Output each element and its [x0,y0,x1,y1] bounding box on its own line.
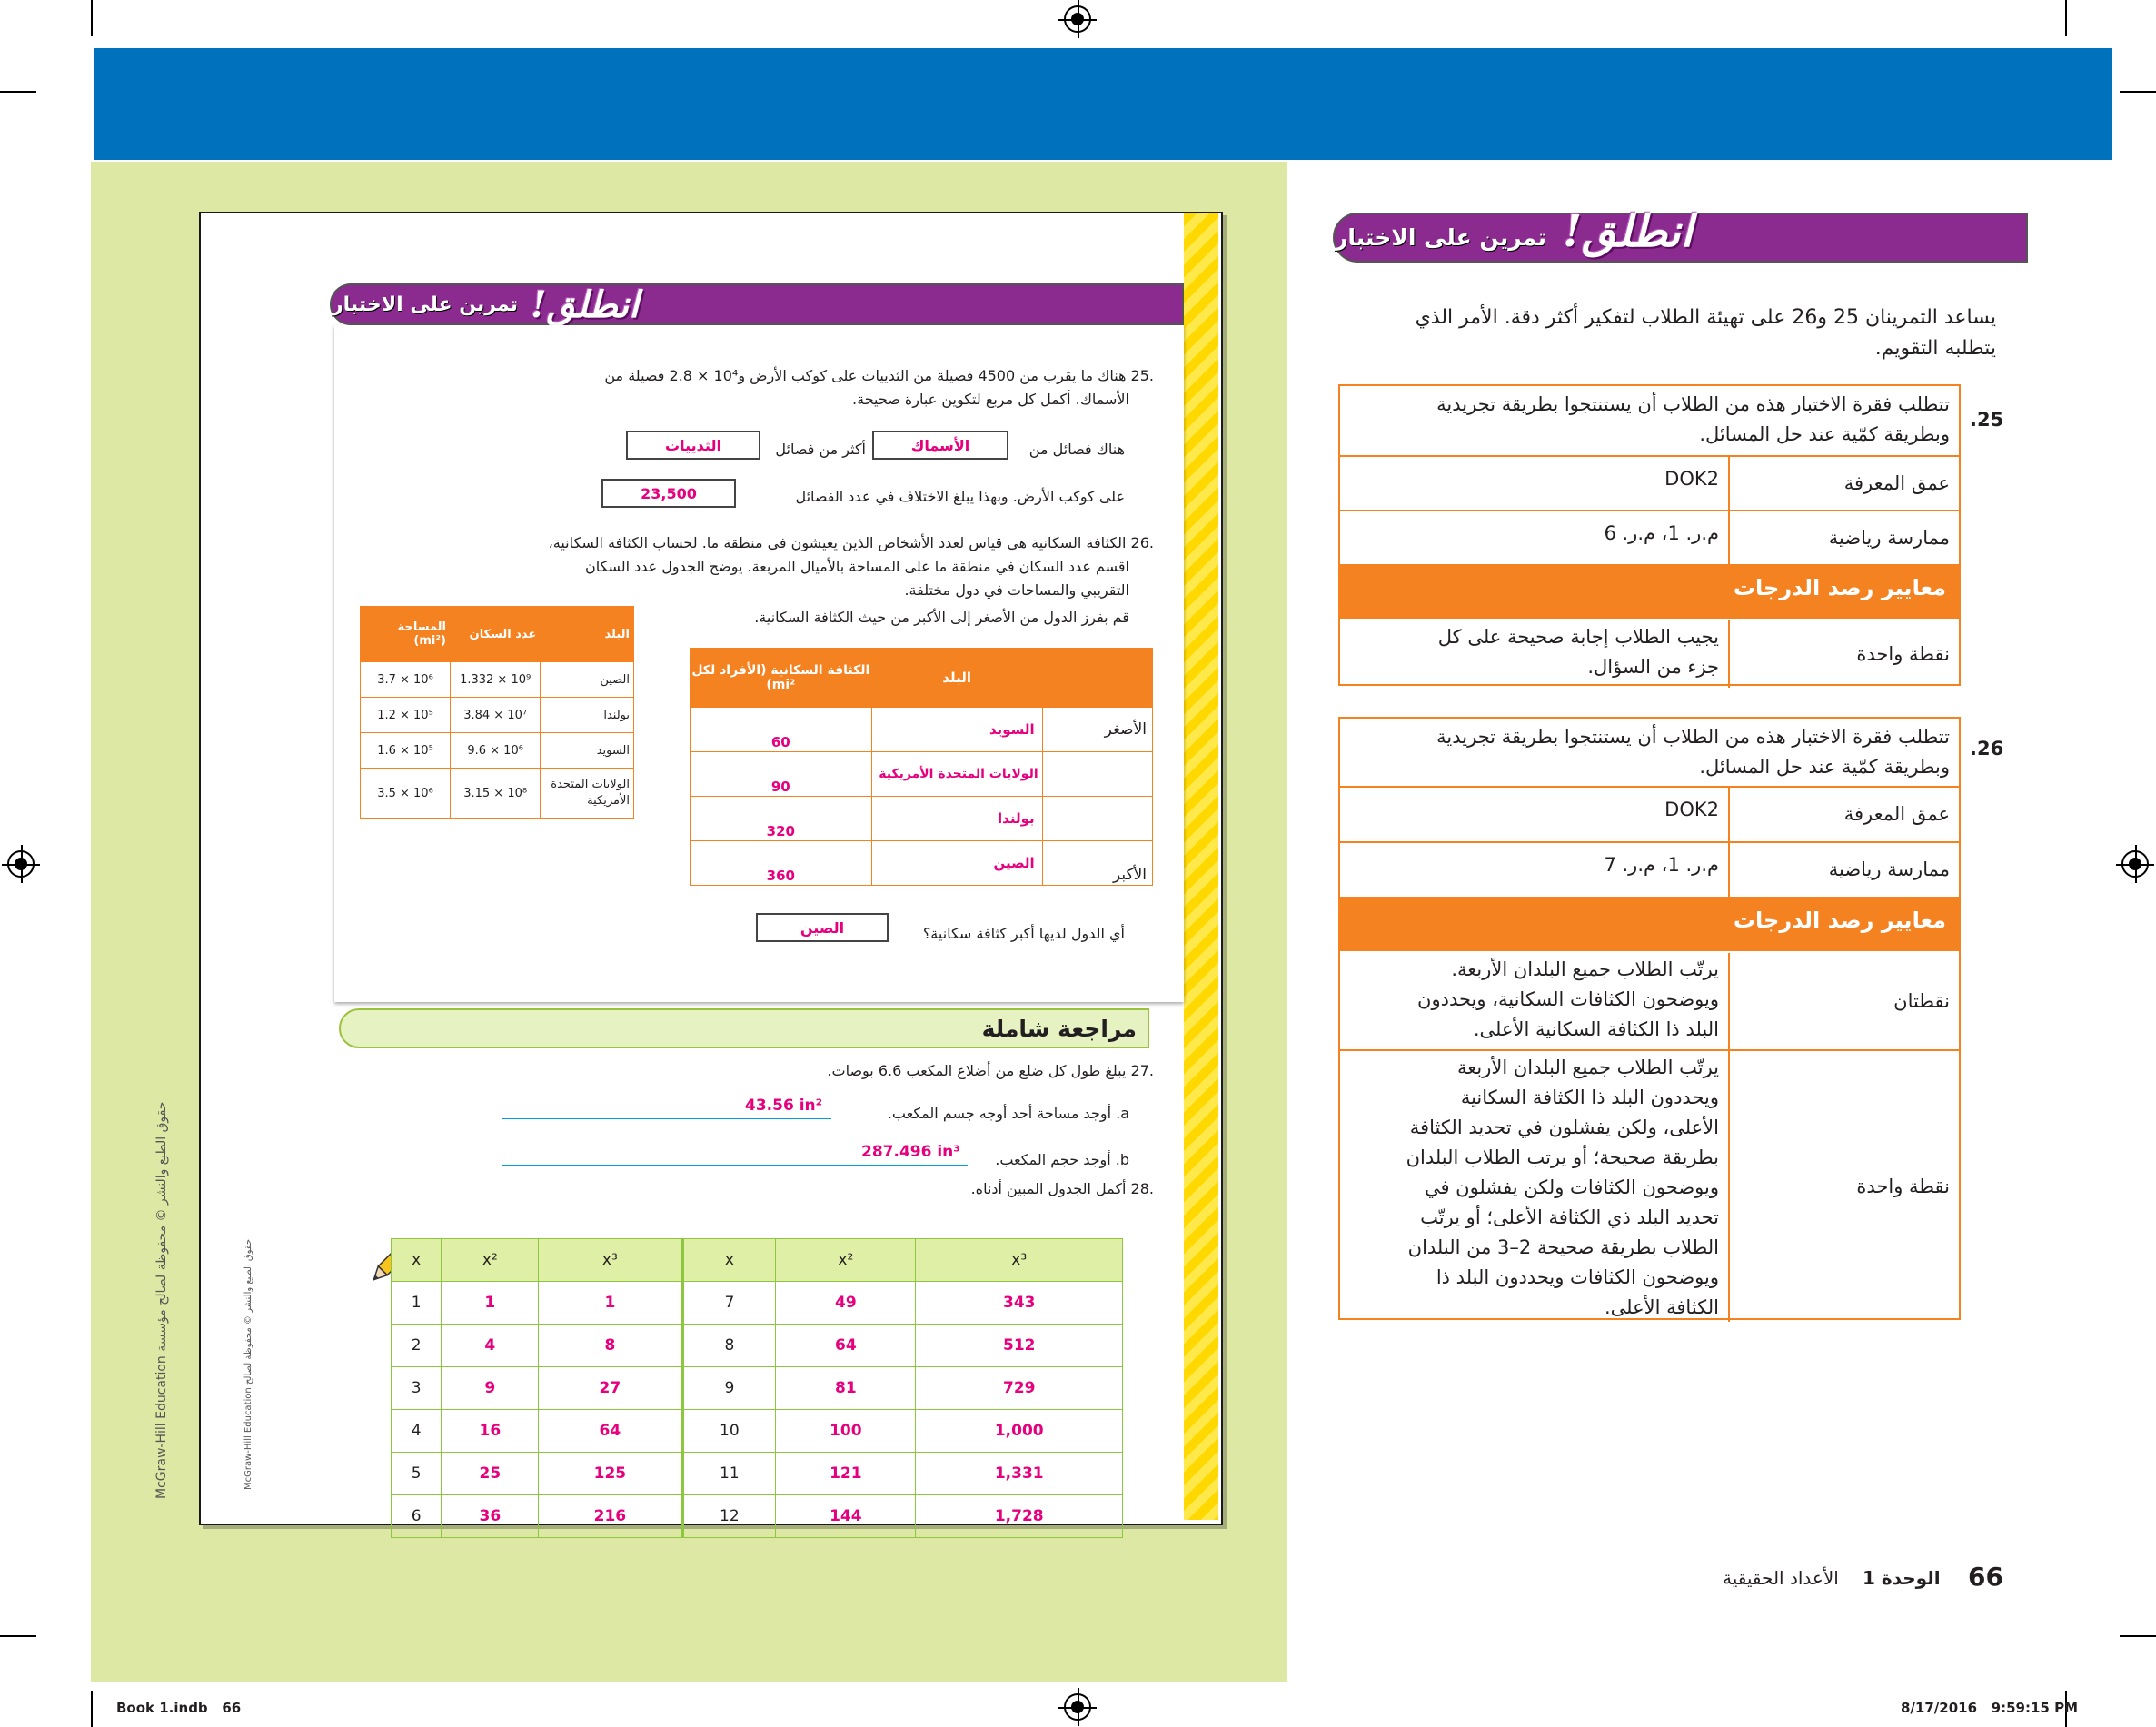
rubric-line: يرتّب الطلاب جميع البلدان الأربعة. [1451,958,1719,980]
x-cell: 12 [682,1495,776,1538]
q25-line1: .25 هناك ما يقرب من 4500 فصيلة من الثدييات على كوكب الأرض و10⁴ × 2.8 فصيلة من [604,367,1154,384]
table-row [361,662,634,698]
table-row [392,1325,1123,1367]
registration-mark-icon [1064,1693,1091,1721]
pop-cell: بولندا [541,698,634,733]
x-cell: 10 [682,1410,776,1453]
table-row [361,769,634,819]
registration-mark-icon [2121,850,2149,878]
practice-value: م.ر. 1، م.ر. 7 [1604,854,1719,876]
page-edge-strip [1184,213,1218,1520]
x-answer-cell[interactable]: 512 [916,1325,1123,1367]
header-bar [94,48,2112,160]
pop-header-population: عدد السكان [451,607,541,662]
unit-label: الوحدة 1 [1863,1567,1941,1589]
desc-line: وبطريقة كمّية عند حل المسائل. [1699,756,1950,778]
x-answer-cell[interactable]: 1,331 [916,1453,1123,1495]
ex25-number: .25 [1970,409,2004,431]
table-row [691,841,1153,886]
q27a-text: a. أوجد مساحة أحد أوجه جسم المكعب. [887,1105,1129,1122]
x-answer-cell[interactable]: 1,000 [916,1410,1123,1453]
table-row [361,733,634,769]
x-answer-cell[interactable]: 1,728 [916,1495,1123,1538]
practice-label: ممارسة رياضية [1728,511,1959,564]
x-answer-cell[interactable]: 343 [916,1282,1123,1325]
table-row [691,797,1153,841]
rubric-line: ويحددون البلد ذا الكثافة السكانية [1460,1087,1719,1108]
x-answer-cell[interactable]: 216 [539,1495,682,1538]
q26-line1: .26 الكثافة السكانية هي قياس لعدد الأشخاص الذين يعيشون في منطقة ما. لحساب الكثافة السكانية، [548,534,1154,551]
q27b-text: b. أوجد حجم المكعب. [995,1151,1129,1168]
table-row [392,1282,1123,1325]
x-cell: 11 [682,1453,776,1495]
ex25-description [1340,386,1959,455]
rubric-line: يرتّب الطلاب جميع البلدان الأربعة [1457,1057,1719,1078]
pop-cell: الصين [541,662,634,698]
x-cell: 3 [392,1367,442,1410]
x-answer-cell[interactable]: 4 [442,1325,539,1367]
rubric-line: ويوضحون الكثافات السكانية، ويحددون [1417,988,1719,1010]
x-header: x² [776,1239,916,1282]
registration-mark-icon [7,850,35,878]
rubric-line: ويوضحون الكثافات ويحددون البلد ذا [1436,1266,1719,1288]
x-answer-cell[interactable]: 27 [539,1367,682,1410]
pop-header-country: البلد [541,607,634,662]
teacher-go-banner [1333,205,2028,263]
rank-country-answer[interactable]: الولايات المتحدة الأمريكية [871,752,1042,797]
dok-value: DOK2 [1664,468,1719,490]
x-answer-cell[interactable]: 1 [442,1282,539,1325]
x-answer-cell[interactable]: 64 [776,1325,916,1367]
table-row [361,698,634,733]
pop-cell: الولايات المتحدة الأمريكية [541,769,634,819]
x-answer-cell[interactable]: 729 [916,1367,1123,1410]
q25-sentence1-middle: أكثر من فصائل [775,441,866,458]
rank-country-answer[interactable]: الصين [871,841,1042,886]
teacher-intro-line2: يتطلبه التقويم. [1874,337,1996,360]
go-subtitle: تمرين على الاختبار [332,293,519,316]
crop-mark [91,0,93,36]
file-label: Book 1.indb 66 [116,1700,242,1716]
dok-label: عمق المعرفة [1728,788,1959,841]
side-credit: حقوق الطبع والنشر © محفوظة لصالح مؤسسة McGraw-Hill Education [154,1101,169,1499]
go-word: انطلق! [531,283,640,326]
crop-mark [0,91,36,93]
x-cell: 5 [392,1453,442,1495]
x-cell: 9 [682,1367,776,1410]
density-ranking-table [690,648,1153,886]
rank-label-smallest: الأصغر [1042,708,1152,752]
rubric-line: الكثافة الأعلى. [1604,1296,1719,1318]
crop-mark [91,1691,93,1727]
x-cell: 1 [392,1282,442,1325]
rubric-points: نقطة واحدة [1728,620,1959,688]
x-cell: 2 [392,1325,442,1367]
table-row [392,1410,1123,1453]
rubric-header: معايير رصد الدرجات [1340,898,1959,953]
x-header: x [392,1239,442,1282]
review-title: مراجعة شاملة [981,1015,1137,1042]
go-subtitle: تمرين على الاختبار [1335,224,1546,251]
rubric-line: البلد ذا الكثافة السكانية الأعلى. [1473,1018,1719,1040]
q27a-answer[interactable]: 43.56 in² [745,1097,823,1115]
rank-header-country: البلد [871,649,1042,708]
ex26-description [1340,719,1959,786]
x-answer-cell[interactable]: 49 [776,1282,916,1325]
rank-density-answer[interactable]: 320 [691,797,872,841]
rank-country-answer[interactable]: بولندا [871,797,1042,841]
rank-label-largest: الأكبر [1042,841,1152,886]
rank-label-blank [1042,797,1152,841]
table-row [691,752,1153,797]
table-row [392,1367,1123,1410]
q28-text: .28 أكمل الجدول المبين أدناه. [970,1180,1154,1197]
rubric-line: الطلاب بطريقة صحيحة 2–3 من البلدان [1407,1236,1719,1258]
review-banner [339,1008,1149,1048]
table-row [691,708,1153,752]
population-table [360,606,634,819]
table-row [392,1453,1123,1495]
q25-mammals-answer-box[interactable]: الثدييات [626,431,760,460]
pop-cell: 1.6 × 10⁵ [361,733,451,769]
teacher-intro-line1: يساعد التمرينان 25 و26 على تهيئة الطلاب لتفكير أكثر دقة. الأمر الذي [1415,306,1996,329]
q27b-answer[interactable]: 287.496 in³ [861,1143,960,1161]
crop-mark [2120,91,2156,93]
desc-line: تتطلب فقرة الاختبار هذه من الطلاب أن يستنتجوا بطريقة تجريدية [1436,393,1950,415]
rank-density-answer[interactable]: 60 [691,708,872,752]
ex25-table [1338,384,1961,686]
inner-credit: حقوق الطبع والنشر © محفوظة لصالح McGraw-Hill Education [243,1238,253,1490]
x-answer-cell[interactable]: 8 [539,1325,682,1367]
rubric-description [1340,953,1728,1049]
rubric-description [1340,620,1728,688]
x-answer-cell[interactable]: 100 [776,1410,916,1453]
x-answer-cell[interactable]: 9 [442,1367,539,1410]
q26-line2: اقسم عدد السكان في منطقة ما على المساحة بالأميال المربعة. يوضح الجدول عدد السكان [585,558,1129,575]
timestamp: 8/17/2016 9:59:15 PM [1901,1700,2079,1716]
rubric-line: الأعلى، ولكن يفشلون في تحديد الكثافة [1409,1117,1719,1138]
crop-mark [2065,0,2067,36]
registration-mark-icon [1064,5,1091,33]
x-answer-cell[interactable]: 125 [539,1453,682,1495]
pop-cell: 1.2 × 10⁵ [361,698,451,733]
rubric-line: جزء من السؤال. [1587,656,1719,678]
pop-cell: 1.332 × 10⁹ [451,662,541,698]
x-answer-cell[interactable]: 81 [776,1367,916,1410]
crop-mark [0,1635,36,1637]
q27b-answer-line [502,1165,968,1166]
rank-density-answer[interactable]: 90 [691,752,872,797]
x-answer-cell[interactable]: 144 [776,1495,916,1538]
q25-difference-answer-box[interactable]: 23,500 [601,479,736,508]
rubric-line: تحديد البلد ذي الكثافة الأعلى؛ أو يرتّب [1420,1206,1719,1228]
desc-line: وبطريقة كمّية عند حل المسائل. [1699,423,1950,445]
x-answer-cell[interactable]: 36 [442,1495,539,1538]
page-number: 66 [1968,1562,2003,1592]
rubric-line: ويوضحون الكثافات ولكن يفشلون في [1424,1176,1719,1198]
rubric-line: يجيب الطلاب إجابة صحيحة على كل [1437,626,1719,648]
rank-header-blank [1042,649,1152,708]
q25-fish-answer-box[interactable]: الأسماك [872,431,1008,460]
x-header: x² [442,1239,539,1282]
q25-line2: الأسماك. أكمل كل مربع لتكوين عبارة صحيحة. [852,391,1129,408]
dok-value: DOK2 [1664,799,1719,820]
desc-line: تتطلب فقرة الاختبار هذه من الطلاب أن يستنتجوا بطريقة تجريدية [1436,726,1950,748]
x-answer-cell[interactable]: 16 [442,1410,539,1453]
rank-header-density: الكثافة السكانية (الأفراد لكل mi²) [691,649,872,708]
pop-header-area: المساحة (mi²) [361,607,451,662]
rank-label-blank [1042,752,1152,797]
crop-mark [2120,1635,2156,1637]
q27-text: .27 يبلغ طول كل ضلع من أضلاع المكعب 6.6 بوصات. [827,1062,1154,1079]
student-go-banner [330,283,1184,325]
pop-cell: 3.84 × 10⁷ [451,698,541,733]
pop-cell: 3.5 × 10⁶ [361,769,451,819]
rubric-points: نقطة واحدة [1728,1051,1959,1322]
x-cell: 8 [682,1325,776,1367]
rank-density-answer[interactable]: 360 [691,841,872,886]
q25-sentence2: على كوكب الأرض. وبهذا يبلغ الاختلاف في عدد الفصائل [795,488,1125,505]
rubric-header: معايير رصد الدرجات [1340,566,1959,620]
x-answer-cell[interactable]: 121 [776,1453,916,1495]
go-word: انطلق! [1562,205,1694,257]
x-answer-cell[interactable]: 64 [539,1410,682,1453]
rank-country-answer[interactable]: السويد [871,708,1042,752]
pop-cell: 3.15 × 10⁸ [451,769,541,819]
q27a-answer-line [502,1118,831,1119]
x-answer-cell[interactable]: 1 [539,1282,682,1325]
x-cell: 6 [392,1495,442,1538]
q25-sentence1-start: هناك فصائل من [1028,441,1125,458]
q26-question: أي الدول لديها أكبر كثافة سكانية؟ [922,925,1125,942]
x-header: x³ [916,1239,1123,1282]
x-cell: 7 [682,1282,776,1325]
practice-value: م.ر. 1، م.ر. 6 [1604,522,1719,544]
rubric-description [1340,1051,1728,1322]
x-header: x³ [539,1239,682,1282]
x-cell: 4 [392,1410,442,1453]
q26-answer-box[interactable]: الصين [756,913,889,942]
q26-line4: قم بفرز الدول من الأصغر إلى الأكبر من حيث الكثافة السكانية. [754,609,1129,626]
pop-cell: 3.7 × 10⁶ [361,662,451,698]
pop-cell: السويد [541,733,634,769]
rubric-points: نقطتان [1728,953,1959,1049]
ex26-table [1338,717,1961,1320]
q26-line3: التقريبي والمساحات في دول مختلفة. [904,581,1129,599]
rubric-line: بطريقة صحيحة؛ أو يرتب الطلاب البلدان [1406,1146,1719,1168]
practice-label: ممارسة رياضية [1728,843,1959,897]
unit-title: الأعداد الحقيقية [1723,1567,1839,1589]
pop-cell: 9.6 × 10⁶ [451,733,541,769]
ex26-number: .26 [1970,738,2004,759]
table-row [392,1495,1123,1538]
x-header: x [682,1239,776,1282]
dok-label: عمق المعرفة [1728,457,1959,510]
powers-table [391,1238,1123,1538]
x-answer-cell[interactable]: 25 [442,1453,539,1495]
